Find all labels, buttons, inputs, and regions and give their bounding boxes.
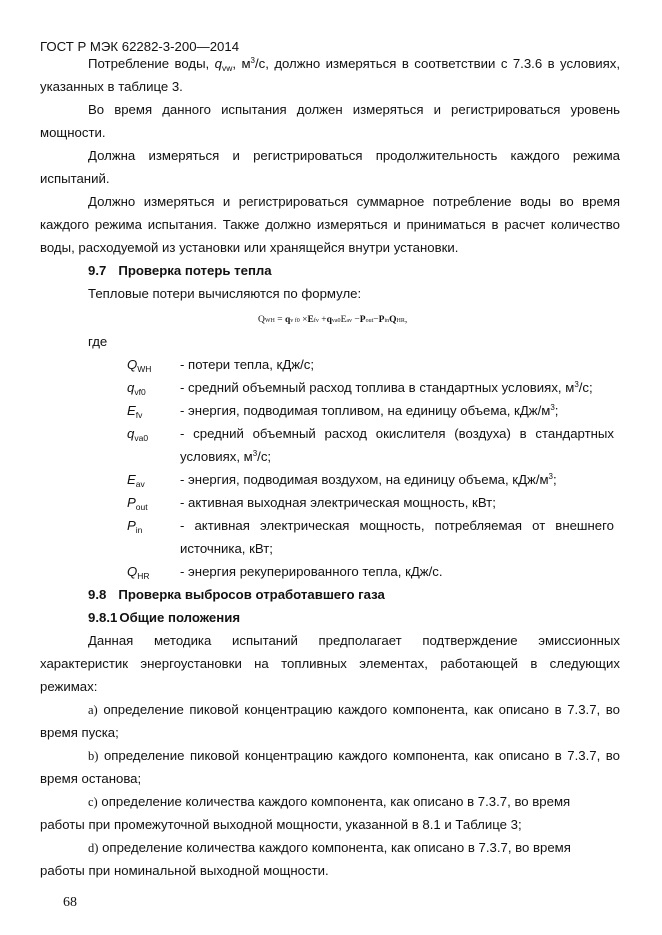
- paragraph-total-water-line2: каждого режима испытания. Также должно измеряться и приниматься в расчет количество: [40, 217, 620, 232]
- section-9-7-heading: 9.7 Проверка потерь тепла: [88, 263, 272, 278]
- def-text-qwh: - потери тепла, кДж/с;: [180, 357, 314, 372]
- paragraph-duration-line2: испытаний.: [40, 171, 110, 186]
- def-text-pin: - активная электрическая мощность, потребляемая от внешнего: [180, 518, 614, 533]
- def-text-qva0: - средний объемный расход окислителя (воздуха) в стандартных: [180, 426, 614, 441]
- paragraph-total-water: Должно измеряться и регистрироваться суммарное потребление воды во время: [88, 194, 620, 209]
- paragraph-total-water-line3: воды, расходуемой из установки или хранящейся внутри установки.: [40, 240, 459, 255]
- list-item-d-line2: работы при номинальной выходной мощности.: [40, 863, 329, 878]
- paragraph-method-line3: режимах:: [40, 679, 98, 694]
- def-symbol-qvf0: $q_{vf0}$: [127, 380, 146, 397]
- paragraph-water-consumption: Потребление воды, $q_{vw}$, $м^3/с$, должно измеряться в соответствии с 7.3.6 в условиях,: [88, 56, 621, 73]
- def-text-qhr: - энергия рекуперированного тепла, кДж/с.: [180, 564, 443, 579]
- list-item-c: c) определение количества каждого компонента, как описано в 7.3.7, во время: [88, 794, 571, 809]
- paragraph-method-line2: характеристик энергоустановки на топливных элементах, работающей в следующих: [40, 656, 620, 671]
- section-9-8-heading: 9.8 Проверка выбросов отработавшего газа: [88, 587, 385, 602]
- paragraph-power-level: Во время данного испытания должен измеряться и регистрироваться уровень: [88, 102, 620, 117]
- heat-loss-formula: QWH = qv f0 ×Efv +qva0Eav −Pout−PinQHR,: [258, 315, 408, 325]
- paragraph-water-consumption-line2: указанных в таблице 3.: [40, 79, 183, 94]
- paragraph-power-level-line2: мощности.: [40, 125, 106, 140]
- list-item-a: a) определение пиковой концентрацию каждого компонента, как описано в 7.3.7, во: [88, 702, 620, 717]
- formula-intro: Тепловые потери вычисляются по формуле:: [88, 286, 362, 301]
- def-text-qva0-line2: условиях, $м^3/с$;: [180, 449, 272, 464]
- document-header: ГОСТ Р МЭК 62282-3-200—2014: [40, 39, 240, 54]
- def-symbol-qva0: $q_{va0}$: [127, 426, 149, 443]
- list-item-d: d) определение количества каждого компонента, как описано в 7.3.7, во время: [88, 840, 571, 855]
- def-symbol-efv: $E_{fv}$: [127, 403, 143, 420]
- list-item-c-line2: работы при промежуточной выходной мощности, указанной в 8.1 и Таблице 3;: [40, 817, 522, 832]
- def-symbol-qwh: $Q_{WH}$: [127, 357, 152, 374]
- paragraph-method: Данная методика испытаний предполагает подтверждение эмиссионных: [88, 633, 620, 648]
- list-item-a-line2: время пуска;: [40, 725, 119, 740]
- def-text-qvf0: - средний объемный расход топлива в стандартных условиях, $м^3/с$;: [180, 380, 593, 395]
- def-text-pin-line2: источника, кВт;: [180, 541, 273, 556]
- def-text-eav: - энергия, подводимая воздухом, на единицу объема, кДж/$м^3$;: [180, 472, 557, 487]
- where-label: где: [88, 334, 108, 349]
- list-item-b-line2: время останова;: [40, 771, 142, 786]
- section-9-8-1-heading: 9.8.1 Общие положения: [88, 610, 241, 625]
- paragraph-duration: Должна измеряться и регистрироваться продолжительность каждого режима: [88, 148, 620, 163]
- def-text-efv: - энергия, подводимая топливом, на единицу объема, кДж/$м^3$;: [180, 403, 559, 418]
- def-symbol-eav: $E_{av}$: [127, 472, 145, 489]
- list-item-b: b) определение пиковой концентрацию каждого компонента, как описано в 7.3.7, во: [88, 748, 620, 763]
- def-symbol-pout: $P_{out}$: [127, 495, 148, 512]
- page-number: 68: [63, 895, 77, 910]
- def-symbol-pin: $P_{in}$: [127, 518, 143, 535]
- def-symbol-qhr: $Q_{HR}$: [127, 564, 150, 581]
- def-text-pout: - активная выходная электрическая мощность, кВт;: [180, 495, 496, 510]
